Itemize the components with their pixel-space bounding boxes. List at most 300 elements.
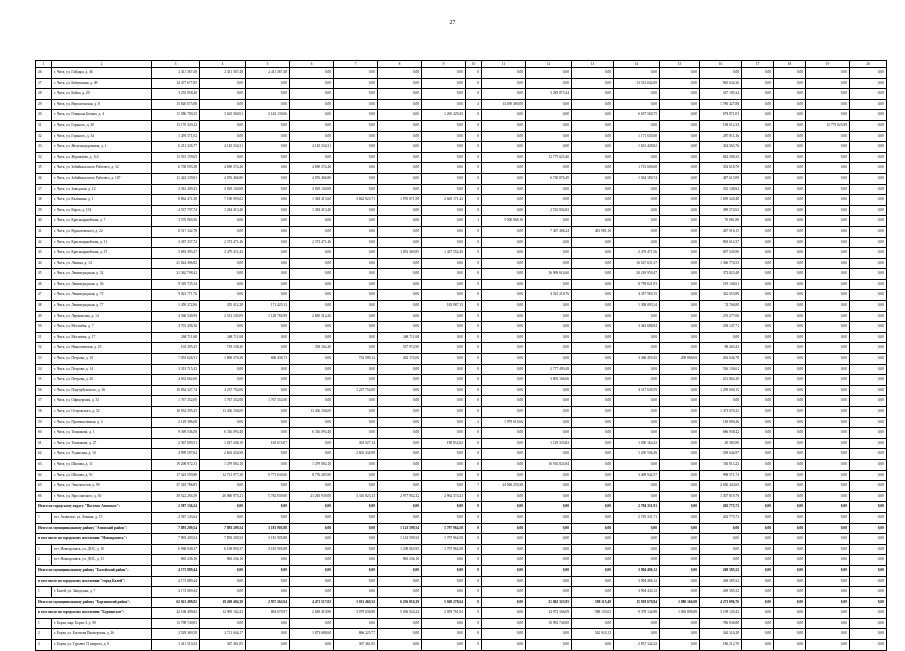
amount-cell: 6 316 093,40 [290,428,334,439]
amount-cell: 0,00 [482,512,526,523]
amount-cell: 0,00 [246,131,290,142]
amount-cell: 0,00 [200,565,246,576]
amount-cell: 0,00 [660,364,700,375]
column-number-cell: 2 [52,61,152,68]
amount-cell: 0,00 [378,120,422,131]
amount-cell: 0,00 [614,120,660,131]
amount-cell: 0,00 [742,417,774,428]
address-cell: г. Чита, ул. Ленинградская, д. 77 [52,301,152,312]
amount-cell: 0,00 [742,237,774,248]
amount-cell: 0,00 [422,332,466,343]
amount-cell: 4 145 334,31 [290,142,334,153]
amount-cell: 0,00 [378,512,422,523]
amount-cell: 0,00 [806,343,850,354]
amount-cell: 0,00 [526,385,572,396]
amount-cell: 0,00 [422,142,466,153]
amount-cell: 0 [466,470,482,481]
amount-cell: 0,00 [850,205,887,216]
amount-cell: 0,00 [246,407,290,418]
amount-cell: 0,00 [526,131,572,142]
amount-cell: 268 711,68 [152,332,200,343]
amount-cell: 740 813,23 [700,459,742,470]
amount-cell: 2 513 345,09 [200,311,246,322]
row-number-cell: 47 [36,290,52,301]
row-number-cell: 65 [36,481,52,492]
amount-cell: 0,00 [774,428,806,439]
amount-cell: 3 409 942,57 [614,470,660,481]
amount-cell: 0,00 [806,89,850,100]
amount-cell: 342 653,89 [700,290,742,301]
amount-cell: 0,00 [572,301,614,312]
amount-cell: 4 173 889,44 [152,565,200,576]
amount-cell: 0,00 [742,629,774,640]
address-cell: г. Чита, ул. Токмакова, д. 27 [52,438,152,449]
amount-cell: 0,00 [850,68,887,79]
amount-cell: 0,00 [572,152,614,163]
amount-cell: 0,00 [572,68,614,79]
amount-cell: 2 650 443,65 [700,481,742,492]
amount-cell: 0 [466,438,482,449]
amount-cell: 3 529 369,58 [152,629,200,640]
amount-cell: 0,00 [774,173,806,184]
amount-cell: 171 425,13 [246,301,290,312]
amount-cell: 7 893 209,54 [152,534,200,545]
amount-cell: 0,00 [482,301,526,312]
amount-cell: 0,00 [290,68,334,79]
amount-cell: 0,00 [290,375,334,386]
amount-cell: 0,00 [526,555,572,566]
amount-cell: 0,00 [774,269,806,280]
table-row [36,68,887,79]
table-row [36,279,887,290]
amount-cell: 0,00 [774,502,806,513]
amount-cell: 4 273 096,76 [700,597,742,608]
row-number-cell: 38 [36,195,52,206]
amount-cell: 0,00 [660,417,700,428]
amount-cell: 0,00 [660,120,700,131]
amount-cell: 0,00 [200,375,246,386]
address-cell: г. Чита, ул. Промышленная, д. 2 [52,417,152,428]
amount-cell: 2 602 434,98 [200,449,246,460]
amount-cell: 0,00 [378,163,422,174]
amount-cell: 1 171 635,60 [614,131,660,142]
amount-cell: 0,00 [660,491,700,502]
amount-cell: 0,00 [806,142,850,153]
amount-cell: 1 027 448,19 [200,438,246,449]
amount-cell: 0,00 [334,152,378,163]
amount-cell: 0 [466,597,482,608]
amount-cell: 4 145 334,31 [200,142,246,153]
amount-cell: 0,00 [660,322,700,333]
amount-cell: 0,00 [482,332,526,343]
amount-cell: 0,00 [246,343,290,354]
amount-cell: 0,00 [742,142,774,153]
column-number-cell: 1 [36,61,52,68]
amount-cell: 0,00 [246,173,290,184]
amount-cell: 0,00 [200,322,246,333]
amount-cell: 0,00 [774,216,806,227]
amount-cell: 0,00 [700,68,742,79]
amount-cell: 16 909 614,60 [526,269,572,280]
amount-cell: 0,00 [850,142,887,153]
amount-cell: 2 367 699,51 [152,438,200,449]
amount-cell: 0,00 [246,417,290,428]
amount-cell: 0 [466,640,482,651]
amount-cell: 0,00 [334,512,378,523]
amount-cell: 0,00 [742,89,774,100]
amount-cell: 0,00 [246,163,290,174]
address-cell: г. Чита, ул. Шилова, д. 11 [52,459,152,470]
amount-cell: 15 818 670,84 [614,597,660,608]
amount-cell: 0,00 [290,534,334,545]
amount-cell: 0,00 [200,279,246,290]
amount-cell: 1 128 784,99 [246,311,290,322]
subtotal-label-cell: Итого по муниципальному району "Агинский район": [36,523,152,534]
address-cell: г. Борзя, мкр. Борзя-3, д. 90 [52,618,152,629]
table-row [36,205,887,216]
amount-cell: 2 [466,417,482,428]
column-number-cell: 6 [290,61,334,68]
amount-cell: 0,00 [660,459,700,470]
amount-cell: 0,00 [572,195,614,206]
amount-cell: 0,00 [774,385,806,396]
amount-cell: 0,00 [482,449,526,460]
amount-cell: 0,00 [290,248,334,259]
amount-cell: 487 613,89 [700,173,742,184]
address-cell: г. Чита, ул. Ленинградская, д. 36 [52,279,152,290]
amount-cell: 14 477 677,85 [152,78,200,89]
amount-cell: 4 173 069,44 [152,587,200,598]
amount-cell: 0,00 [742,502,774,513]
amount-cell: 1 237 754,00 [334,385,378,396]
amount-cell: 268 711,68 [200,332,246,343]
amount-cell: 0,00 [334,142,378,153]
amount-cell: 0,00 [378,237,422,248]
column-number-cell: 20 [850,61,887,68]
amount-cell: 0,00 [742,534,774,545]
amount-cell: 12 775 823,40 [526,152,572,163]
amount-cell: 0,00 [526,502,572,513]
amount-cell: 19 208 972,33 [152,459,200,470]
amount-cell: 0,00 [774,629,806,640]
amount-cell: 0,00 [660,163,700,174]
amount-cell: 0,00 [774,99,806,110]
amount-cell: 21 265 939,00 [290,491,334,502]
amount-cell: 786 936,80 [700,618,742,629]
amount-cell: 893 614,37 [700,237,742,248]
amount-cell: 0,00 [482,407,526,418]
amount-cell: 0,00 [334,226,378,237]
amount-cell: 0,00 [378,173,422,184]
amount-cell: 0,00 [850,502,887,513]
amount-cell: 0,00 [290,587,334,598]
amount-cell: 0,00 [742,512,774,523]
amount-cell: 0,00 [614,195,660,206]
amount-cell: 0,00 [378,322,422,333]
amount-cell: 0,00 [614,523,660,534]
address-cell: г. Чита, ул. Петрова, д. 10 [52,354,152,365]
amount-cell: 0,00 [742,523,774,534]
row-number-cell: 51 [36,332,52,343]
amount-cell: 0,00 [614,491,660,502]
row-number-cell: 61 [36,438,52,449]
amount-cell: 0,00 [334,459,378,470]
address-cell: г. Чита, ул. Бабушкина, д. 49 [52,78,152,89]
amount-cell: 0,00 [774,555,806,566]
amount-cell: 268 711,68 [378,332,422,343]
amount-cell: 0,00 [482,258,526,269]
amount-cell: 0,00 [482,110,526,121]
amount-cell: 0,00 [572,523,614,534]
address-cell: г. Чита, ул. Николаевская, д. 25 [52,343,152,354]
amount-cell: 0,00 [422,68,466,79]
amount-cell: 0,00 [742,311,774,322]
amount-cell: 30 522 294,39 [152,491,200,502]
amount-cell: 0,00 [526,481,572,492]
amount-cell: 1 869 376,38 [200,354,246,365]
amount-cell: 0,00 [806,205,850,216]
amount-cell: 0,00 [378,407,422,418]
amount-cell: 0,00 [742,587,774,598]
amount-cell: 537 972,90 [378,343,422,354]
amount-cell: 0,00 [806,502,850,513]
amount-cell: 0,00 [526,449,572,460]
amount-cell: 269 585,32 [700,587,742,598]
table-row [36,332,887,343]
amount-cell: 0,00 [806,258,850,269]
amount-cell: 0,00 [660,534,700,545]
amount-cell: 0,00 [572,99,614,110]
amount-cell: 0,00 [806,131,850,142]
amount-cell: 0,00 [850,322,887,333]
amount-cell: 0,00 [290,481,334,492]
amount-cell: 253 277,00 [700,311,742,322]
amount-cell: 0,00 [774,163,806,174]
amount-cell: 367 461,05 [200,640,246,651]
amount-cell: 0,00 [482,195,526,206]
table-row [36,459,887,470]
amount-cell: 0,00 [660,258,700,269]
table-row [36,195,887,206]
amount-cell: 0,00 [422,565,466,576]
amount-cell: 0,00 [378,640,422,651]
amount-cell: 0,00 [660,523,700,534]
amount-cell: 0,00 [482,78,526,89]
row-number-cell: 32 [36,131,52,142]
amount-cell: 0,00 [806,184,850,195]
amount-cell: 14 039 480,00 [482,99,526,110]
table-row [36,290,887,301]
amount-cell: 4 690 374,26 [290,163,334,174]
amount-cell: 4 357 969,15 [614,290,660,301]
amount-cell: 6 316 093,40 [200,428,246,439]
amount-cell: 0,00 [774,608,806,619]
amount-cell: 0 [466,502,482,513]
amount-cell: 16 527 631,37 [614,258,660,269]
amount-cell: 0,00 [378,375,422,386]
amount-cell: 0 [466,290,482,301]
amount-cell: 0,00 [422,587,466,598]
amount-cell: 0,00 [526,565,572,576]
subtotal-row [36,523,887,534]
amount-cell: 0,00 [742,110,774,121]
amount-cell: 0,00 [334,375,378,386]
amount-cell: 481 981,16 [572,226,614,237]
amount-cell: 0,00 [246,120,290,131]
amount-cell: 3 904 496,12 [614,576,660,587]
amount-cell: 0,00 [290,512,334,523]
subtotal-row [36,502,887,513]
amount-cell: 3 181 905,88 [246,544,290,555]
amount-cell: 0,00 [482,226,526,237]
amount-cell: 0,00 [742,565,774,576]
amount-cell: 0,00 [850,544,887,555]
amount-cell: 0 [466,258,482,269]
amount-cell: 0,00 [290,640,334,651]
row-number-cell: 41 [36,226,52,237]
amount-cell: 1 264 413,40 [200,205,246,216]
amount-cell: 0,00 [806,407,850,418]
amount-cell: 0,00 [774,131,806,142]
amount-cell: 0,00 [526,332,572,343]
amount-cell: 0,00 [806,152,850,163]
amount-cell: 0,00 [742,216,774,227]
amount-cell: 0,00 [806,417,850,428]
amount-cell: 0,00 [806,375,850,386]
amount-cell: 0,00 [742,618,774,629]
amount-cell: 4 999 597,62 [152,449,200,460]
amount-cell: 0 [466,120,482,131]
amount-cell: 0,00 [700,544,742,555]
amount-cell: 0,00 [482,608,526,619]
amount-cell: 0,00 [742,120,774,131]
amount-cell: 0,00 [422,269,466,280]
amount-cell: 0,00 [572,279,614,290]
amount-cell: 0,00 [806,385,850,396]
amount-cell: 0,00 [742,173,774,184]
amount-cell: 0,00 [422,184,466,195]
column-number-cell: 4 [200,61,246,68]
amount-cell: 0,00 [742,608,774,619]
amount-cell: 0,00 [334,205,378,216]
amount-cell: 0,00 [422,459,466,470]
amount-cell: 0,00 [660,618,700,629]
amount-cell: 1 080 166,08 [660,597,700,608]
amount-cell: 0,00 [378,78,422,89]
amount-cell: 8 799 621,93 [614,279,660,290]
amount-cell: 2 784 331,91 [614,502,660,513]
row-number-cell: 42 [36,237,52,248]
amount-cell: 0 [466,68,482,79]
amount-cell: 0,00 [378,131,422,142]
amount-cell: 864 670,97 [246,608,290,619]
amount-cell: 0,00 [334,417,378,428]
amount-cell: 1 631 428,82 [614,142,660,153]
amount-cell: 0,00 [806,110,850,121]
amount-cell: 0,00 [200,512,246,523]
amount-cell: 1 [466,216,482,227]
amount-cell: 0,00 [742,481,774,492]
amount-cell: 3 361 209,33 [152,184,200,195]
amount-cell: 0,00 [378,576,422,587]
amount-cell: 718 138,40 [200,343,246,354]
amount-cell: 0,00 [774,226,806,237]
amount-cell: 0,00 [246,502,290,513]
amount-cell: 0,00 [422,152,466,163]
amount-cell: 0,00 [246,618,290,629]
address-cell: г. Чита, ул. Забайкальского Рабочего, д. 32 [52,163,152,174]
amount-cell: 0,00 [482,555,526,566]
amount-cell: 0,00 [614,184,660,195]
amount-cell: 0,00 [246,565,290,576]
address-cell: пгт. Новоорловск, ул. ДОС, д. 11 [52,555,152,566]
amount-cell: 0,00 [774,68,806,79]
amount-cell: 0,00 [774,597,806,608]
amount-cell: 0,00 [572,481,614,492]
amount-cell: 0,00 [422,385,466,396]
amount-cell: 0,00 [200,258,246,269]
amount-cell: 1 427 552,40 [422,248,466,259]
amount-cell: 0,00 [526,629,572,640]
amount-cell: 0,00 [806,544,850,555]
amount-cell: 697 545,96 [700,248,742,259]
amount-cell: 0 [466,142,482,153]
amount-cell: 0 [466,184,482,195]
amount-cell: 0,00 [422,89,466,100]
amount-cell: 0,00 [774,152,806,163]
amount-cell: 0,00 [422,375,466,386]
amount-cell: 0,00 [290,258,334,269]
amount-cell: 373 823,48 [700,269,742,280]
amount-cell: 355 412,28 [200,301,246,312]
amount-cell: 0,00 [774,354,806,365]
amount-cell: 263 646,78 [700,354,742,365]
amount-cell: 0,00 [774,459,806,470]
amount-cell: 0,00 [850,470,887,481]
amount-cell: 0,00 [482,544,526,555]
amount-cell: 1 473 676,32 [700,407,742,418]
table-row [36,438,887,449]
amount-cell: 6 657 560,75 [614,110,660,121]
table-row [36,131,887,142]
amount-cell: 1 970 871,58 [378,195,422,206]
amount-cell: 0,00 [742,195,774,206]
amount-cell: 0 [466,385,482,396]
register-table [35,60,887,651]
amount-cell: 0,00 [806,248,850,259]
row-number-cell: 54 [36,364,52,375]
column-number-cell: 18 [774,61,806,68]
amount-cell: 733 399,12 [334,354,378,365]
amount-cell: 1 767 352,00 [200,396,246,407]
amount-cell: 0,00 [572,502,614,513]
row-number-cell: 63 [36,459,52,470]
table-row [36,258,887,269]
amount-cell: 0,00 [572,89,614,100]
amount-cell: 580 115,48 [572,597,614,608]
amount-cell: 0,00 [246,459,290,470]
amount-cell: 1 308 095,34 [614,301,660,312]
amount-cell: 1 265 429,45 [422,110,466,121]
amount-cell: 0,00 [850,343,887,354]
row-number-cell: 59 [36,417,52,428]
amount-cell: 11 586 790,25 [152,110,200,121]
amount-cell: 0,00 [290,417,334,428]
amount-cell: 0,00 [334,544,378,555]
amount-cell: 12 775 623,99 [806,120,850,131]
amount-cell: 0,00 [246,322,290,333]
amount-cell: 0,00 [378,152,422,163]
